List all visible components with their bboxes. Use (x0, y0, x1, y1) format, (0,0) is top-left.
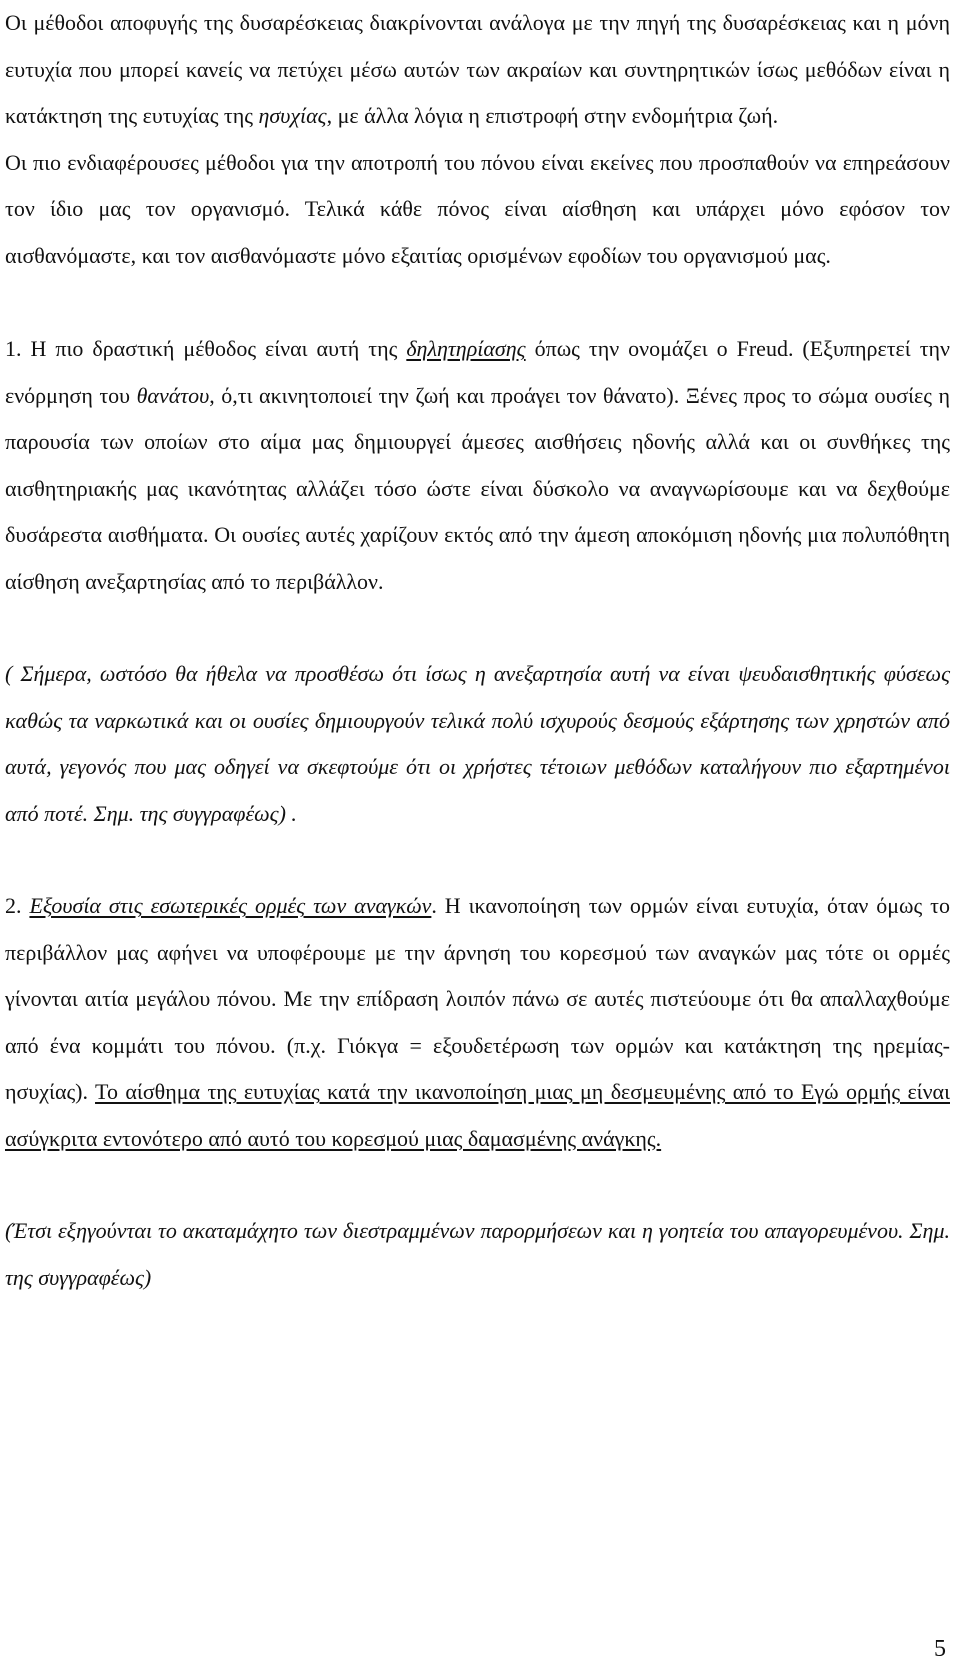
paragraph-intoxication (5, 326, 950, 605)
paragraph-avoidance-methods (5, 0, 950, 140)
paragraph-spacer (5, 279, 950, 326)
author-note-forbidden: (Έτσι εξηγούνται το ακαταμάχητο των διεστραμμένων παρορμήσεων και η γοητεία του απαγορευμένου. Σημ. της συγγραφέως) (5, 1218, 950, 1290)
page-number: 5 (934, 1636, 946, 1662)
paragraph-organism-methods: Οι πιο ενδιαφέρουσες μέθοδοι για την αποτροπή του πόνου είναι εκείνες που προσπαθούν να επηρεάσουν τον ίδιο μας τον οργανισμό. Τελικά κάθε πόνος είναι αίσθηση και υπάρχει μόνο εφόσον τον αισθανόμαστε, και τον αισθανόμαστε μόνο εξαιτίας ορισμένων εφοδίων του οργανισμού μας. (5, 149, 950, 268)
paragraph-text: , ό,τι ακινητοποιεί την ζωή και προάγει τον θάνατο). Ξένες προς το σώμα ουσίες η παρουσία των οποίων στο αίμα μας δημιουργεί άμεσες αισθήσεις ηδονής αλλά και οι συνθήκες της αισθητηριακής μας ικανότητας αλλάζει τόσο ώστε είναι δύσκολο να αναγνωρίσουμε και να δεχθούμε δυσάρεστα αισθήματα. Οι ουσίες αυτές χαρίζουν εκτός από την άμεση αποκόμιση ηδονής μια πολυπόθητη αίσθηση ανεξαρτησίας από το περιβάλλον. (5, 382, 951, 594)
list-number: 2. (5, 893, 30, 918)
paragraph-drive-control (5, 883, 950, 1162)
paragraph-text: όπως την ονομάζει ο Freud. (Εξυπηρετεί την ενόρμηση του (5, 336, 950, 408)
underlined-statement: Το αίσθημα της ευτυχίας κατά την ικανοποίηση μιας μη δεσμευμένης από το Εγώ ορμής είναι ασύγκριτα εντονότερο από αυτό του κορεσμού μιας δαμασμένης ανάγκης. (5, 1079, 950, 1151)
italic-term-death: θανάτου (136, 382, 210, 408)
author-note-dependence: ( Σήμερα, ωστόσο θα ήθελα να προσθέσω ότι ίσως η ανεξαρτησία αυτή να είναι ψευδαισθητικής φύσεως καθώς τα ναρκωτικά και οι ουσίες δημιουργούν τελικά πολύ ισχυρούς δεσμούς εξάρτησης των χρηστών από αυτά, γεγονός που μας οδηγεί να σκεφτούμε ότι οι χρήστες τέτοιων μεθόδων καταλήγουν πιο εξαρτημένοι από ποτέ. Σημ. της συγγραφέως) . (5, 661, 950, 826)
italic-term-quietness: ησυχίας (258, 103, 327, 128)
section-heading-drives: Εξουσία στις εσωτερικές ορμές των αναγκών (29, 893, 432, 918)
paragraph-text: . Η ικανοποίηση των ορμών είναι ευτυχία, όταν όμως το περιβάλλον μας αφήνει να υποφέρουμε με την άρνηση του κορεσμού των αναγκών μας τότε οι ορμές γίνονται αιτία μεγάλου πόνου. Με την επίδραση λοιπόν πάνω σε αυτές πιστεύουμε ότι θα απαλλαχθούμε από ένα κομμάτι του πόνου. (π.χ. Γιόκγα = εξουδετέρωση των ορμών και κατάκτηση της ηρεμίας-ησυχίας). (5, 893, 951, 1104)
paragraph-spacer (5, 837, 950, 883)
paragraph-spacer (5, 1162, 950, 1208)
paragraph-spacer (5, 605, 950, 651)
italic-underlined-term-intoxication: δηλητηρίασης (406, 336, 526, 361)
document-page (5, 0, 950, 1301)
paragraph-text: Οι μέθοδοι αποφυγής της δυσαρέσκειας διακρίνονται ανάλογα με την πηγή της δυσαρέσκειας και η μόνη ευτυχία που μπορεί κανείς να πετύχει μέσω αυτών των ακραίων και συντηρητικών ίσως μεθόδων είναι η κατάκτηση της ευτυχίας της (5, 10, 950, 128)
paragraph-text: , με άλλα λόγια η επιστροφή στην ενδομήτρια ζωή. (326, 103, 779, 128)
paragraph-text: 1. Η πιο δραστική μέθοδος είναι αυτή της (5, 336, 407, 361)
